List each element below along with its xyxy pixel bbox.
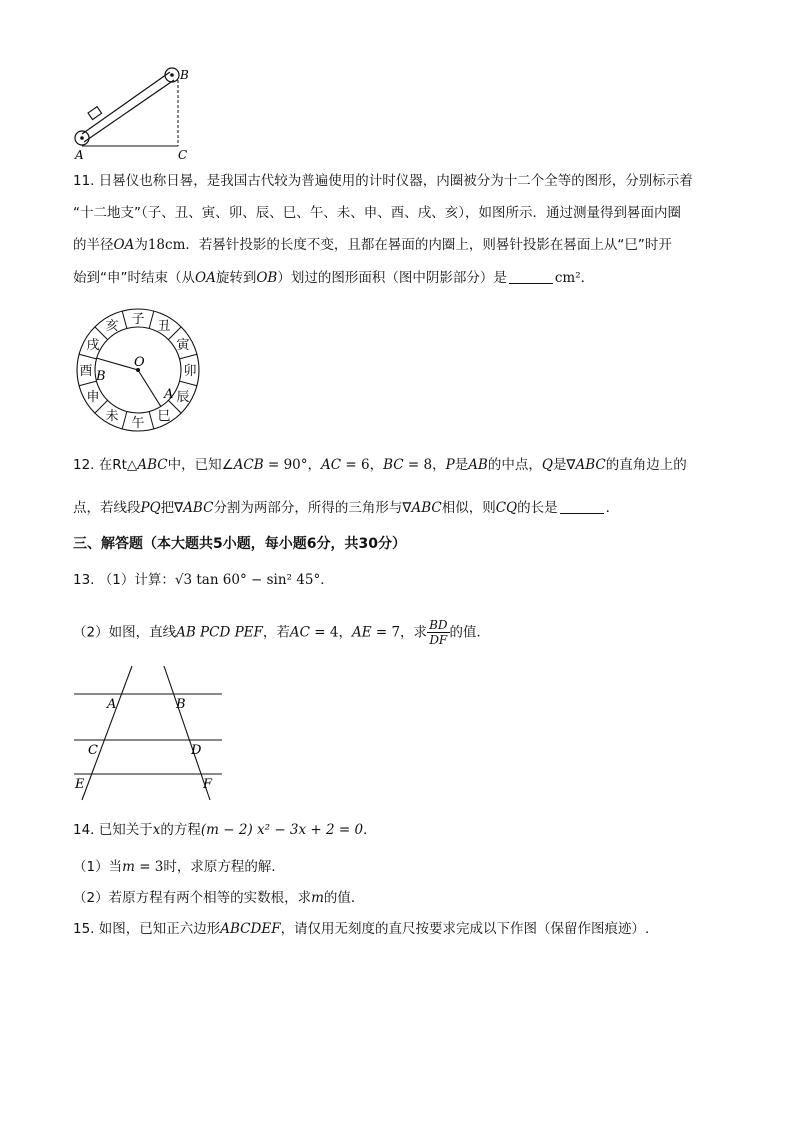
q12-text: 点，若线段 (73, 500, 141, 516)
q15-line1 (73, 919, 649, 939)
q12-abc: ABC (137, 457, 168, 473)
q13-ae: AE (351, 624, 372, 641)
q12-text: = 6， (341, 457, 384, 473)
q11-text: ．若晷针投影的长度不变，且都在晷面的内圈上，则晷针投影在晷面上从“巳”时开 (185, 237, 672, 253)
sundial-divider (180, 354, 197, 359)
q12-cq: CQ (495, 500, 518, 516)
q14-m: m (311, 890, 324, 906)
sundial-divider (180, 381, 197, 386)
point-f-label: F (203, 777, 213, 792)
incline-label-c: C (178, 148, 188, 162)
q13-ac: AC (289, 624, 310, 641)
q13-text: = 7，求 (371, 624, 428, 641)
parallel-lines-figure (70, 662, 230, 802)
point-c-label: C (88, 743, 98, 758)
q11-text: 为 (134, 237, 148, 253)
incline-label-b: B (180, 68, 189, 82)
sundial-branch-label: 午 (131, 416, 145, 431)
label-a: A (164, 387, 174, 402)
q14-text: = 3时，求原方程的解． (134, 859, 285, 875)
sundial-divider (122, 412, 127, 429)
point-a-label: A (107, 697, 117, 712)
q11-line3 (73, 235, 672, 255)
q12-p: P (445, 457, 455, 473)
q13-text: ． (320, 572, 334, 588)
sundial-divider (149, 412, 154, 429)
q11-radius: 18cm (147, 237, 186, 253)
sundial-branch-label: 酉 (79, 364, 93, 379)
q12-text: 是 (454, 457, 469, 473)
q14-text: ． (363, 822, 377, 838)
q14-line3 (73, 888, 364, 908)
radius-oa (138, 370, 161, 406)
q12-text: = 90°， (263, 457, 322, 473)
sundial-branch-label: 戌 (86, 338, 100, 353)
q13-part2 (73, 618, 490, 647)
q11-text: ）划过的图形面积（图中阴影部分）是 (277, 270, 507, 286)
incline-figure (70, 62, 200, 162)
q11-line1: 11. 日晷仪也称日晷，是我国古代较为普遍使用的计时仪器，内圈被分为十二个全等的图形，分别标示着 (73, 173, 693, 189)
q14-line2 (73, 857, 285, 877)
answer-blank (560, 499, 604, 514)
point-e-label: E (75, 777, 85, 792)
sundial-branch-label: 巳 (157, 409, 171, 425)
sundial-divider (149, 311, 154, 328)
fraction-numerator: BD (429, 618, 448, 632)
q12-text: 相似，则 (441, 500, 496, 516)
q12-text: 12. 在Rt△ (73, 457, 138, 473)
q13-text: （2）如图，直线 (73, 624, 177, 641)
q12-text: 的直角边上的 (605, 457, 687, 473)
q12-abc: ABC (183, 500, 214, 516)
sundial-branch-label: 寅 (176, 338, 190, 353)
q12-line1 (73, 455, 687, 475)
q12-text: 的长是 (517, 500, 558, 516)
q12-text: ． (605, 500, 620, 516)
q13-text: 13. （1）计算： (73, 572, 175, 588)
q12-text: 是∇ (552, 457, 576, 473)
q12-ac: AC (321, 457, 342, 473)
sundial-branch-label: 丑 (157, 318, 171, 334)
q14-text: 14. 已知关于 (73, 822, 153, 838)
sundial-branch-label: 卯 (183, 364, 197, 379)
point-b-label: B (176, 697, 186, 712)
sundial-branch-label: 申 (86, 390, 100, 405)
q12-ab: AB (468, 457, 488, 473)
incline-label-a: A (75, 148, 84, 162)
sundial-divider (79, 381, 96, 386)
q12-pq: PQ (140, 500, 161, 516)
q15-text: 15. 如图，已知正六边形 (73, 921, 221, 937)
sundial-branch-label: 未 (105, 409, 119, 425)
q11-line4 (73, 268, 594, 288)
q11-text: 的半径 (73, 237, 114, 253)
q12-q: Q (541, 457, 553, 473)
q11-ob: OB (256, 270, 278, 286)
sundial-branch-label: 子 (131, 312, 145, 327)
q13-part1 (73, 570, 334, 590)
q11-text: 始到“申”时结束（从 (73, 270, 195, 286)
sundial-branch-label: 辰 (176, 390, 190, 405)
q15-hexagon-name: ABCDEF (220, 921, 281, 937)
q12-abc: ABC (411, 500, 442, 516)
q15-text: ，请仅用无刻度的直尺按要求完成以下作图（保留作图痕迹）. (280, 921, 650, 937)
q12-line2 (73, 498, 619, 518)
q12-text: = 8， (403, 457, 446, 473)
fraction-denominator: DF (429, 633, 448, 647)
label-b: B (96, 369, 106, 384)
q13-parallel-lines: AB PCD PEF (176, 624, 263, 641)
q12-bc: BC (383, 457, 404, 473)
q14-line1 (73, 820, 377, 840)
q14-equation: (m − 2) x² − 3x + 2 = 0 (200, 822, 364, 838)
q12-text: 分割为两部分，所得的三角形与∇ (213, 500, 412, 516)
sundial-divider (79, 354, 96, 359)
q11-oa: OA (195, 270, 216, 286)
q14-text: 的方程 (160, 822, 201, 838)
q13-text: = 4， (309, 624, 352, 641)
q13-expression: √3 tan 60° − sin² 45° (174, 572, 321, 588)
q12-abc: ABC (575, 457, 606, 473)
q14-x: x (152, 822, 161, 838)
sundial-divider (122, 311, 127, 328)
q11-unit: cm² (554, 270, 581, 286)
q11-line2: “十二地支”（子、丑、寅、卯、辰、巳、午、未、申、酉、戌、亥），如图所示．通过测量得到晷面内圈 (73, 205, 681, 221)
q12-text: 的中点， (487, 457, 542, 473)
q13-text: ，若 (262, 624, 290, 641)
q12-text: 中，已知∠ (167, 457, 234, 473)
q14-m: m (122, 859, 135, 875)
section-heading: 三、解答题（本大题共5小题，每小题6分，共30分） (73, 536, 406, 552)
q14-text: 的值． (323, 890, 365, 906)
point-d-label: D (191, 743, 202, 758)
q14-text: （2）若原方程有两个相等的实数根，求 (73, 890, 312, 906)
sundial-branch-label: 亥 (105, 318, 119, 334)
q12-acb: ACB (233, 457, 264, 473)
q13-fraction (427, 618, 449, 647)
label-o: O (134, 355, 145, 370)
answer-blank (509, 269, 553, 284)
q14-text: （1）当 (73, 859, 123, 875)
sundial-figure (68, 306, 214, 434)
q11-text: 旋转到 (215, 270, 257, 286)
q11-oa: OA (113, 237, 135, 253)
q12-text: 把∇ (160, 500, 184, 516)
q13-text: 的值． (449, 624, 491, 641)
q11-text: ． (580, 270, 595, 286)
